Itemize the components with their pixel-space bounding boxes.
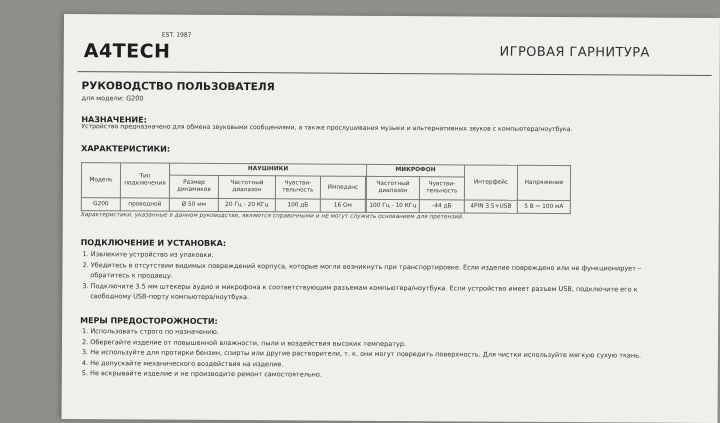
cell-model: G200	[81, 198, 120, 211]
col-interface: Интерфейс	[464, 165, 517, 200]
cell-mic-freq: 100 Гц - 10 КГц	[366, 199, 419, 212]
list-item: 3. Не используйте для протирки бензин, спирты или другие растворители, т. к. они могут повредить поверхность. Для чистки используйте мягкую сухую ткань.	[81, 348, 642, 360]
header-divider	[78, 71, 712, 76]
list-item: 2. Убедитесь в отсутствии видимых повреждений корпуса, которые могли возникнуть при транспортировке. Если изделие повреждено или не функционирует –	[82, 260, 642, 273]
cell-hp-freq: 20 Гц - 20 КГц	[218, 198, 275, 211]
col-type: Тип подключения	[120, 163, 169, 198]
cell-impedance: 16 Ом	[320, 199, 365, 212]
col-hp-freq: Частотный диапазон	[218, 175, 275, 198]
list-item: 3. Подключите 3.5 мм штекеры аудио и микрофона к соответствующим разъемам компьютера/ноутбука. Если устройство имеет разъем USB, подключите его к	[82, 281, 638, 294]
group-headphones: НАУШНИКИ	[170, 163, 367, 176]
logo-text: A4TECH	[83, 40, 171, 63]
col-model: Модель	[81, 163, 120, 198]
manual-sheet	[62, 14, 720, 423]
connection-list	[82, 249, 641, 305]
col-impedance: Импеданс	[320, 176, 365, 199]
col-driver: Размер динамиков	[169, 175, 218, 198]
col-mic-freq: Частотный диапазон	[366, 176, 419, 199]
col-hp-sens: Чувстви- тельность	[275, 176, 320, 199]
list-item: свободному USB-порту компьютера/ноутбука.	[90, 292, 250, 302]
logo-established: EST. 1987	[161, 31, 192, 39]
cell-mic-sens: -44 дБ	[419, 200, 464, 213]
connection-heading: ПОДКЛЮЧЕНИЕ И УСТАНОВКА:	[80, 238, 227, 248]
precautions-heading: МЕРЫ ПРЕДОСТОРОЖНОСТИ:	[80, 316, 218, 326]
col-voltage: Напряжение	[517, 165, 570, 200]
cell-hp-sens: 100 дБ	[275, 199, 320, 212]
specs-heading: ХАРАКТЕРИСТИКИ:	[81, 144, 171, 154]
list-item: обратитесь к продавцу.	[90, 271, 173, 280]
cell-interface: 4PIN 3.5+USB	[464, 200, 517, 213]
model-line: для модели: G200	[81, 94, 144, 103]
specs-table	[81, 162, 571, 214]
cell-type: проводной	[120, 198, 169, 211]
list-item: 1. Использовать строго по назначению.	[82, 327, 219, 336]
document-title: ИГРОВАЯ ГАРНИТУРА	[499, 44, 650, 61]
cell-voltage: 5 В ⎓ 100 мА	[517, 200, 570, 213]
group-microphone: МИКРОФОН	[367, 164, 465, 177]
list-item: 1. Извлеките устройство из упаковки.	[82, 250, 214, 259]
list-item: 5. Не вскрывайте изделие и не производите ремонт самостоятельно.	[81, 369, 323, 379]
cell-driver: Ø 50 мм	[169, 198, 218, 211]
brand-logo	[83, 31, 192, 63]
precautions-list	[82, 326, 641, 382]
list-item: 4. Не допускайте механического воздействия на изделие.	[81, 358, 284, 369]
col-mic-sens: Чувстви- тельность	[419, 177, 464, 200]
purpose-heading: НАЗНАЧЕНИЕ:	[81, 115, 147, 125]
table-row	[81, 198, 570, 214]
purpose-text: Устройство предназначено для обмена звуковыми сообщениями, а также прослушивания музыки и альтернативных звуков с компьютера/ноутбука.	[81, 123, 573, 134]
manual-title: РУКОВОДСТВО ПОЛЬЗОВАТЕЛЯ	[81, 80, 275, 94]
specs-note: Характеристики, указанные в данном руководстве, являются справочными и не могут служить основанием для претензий.	[80, 212, 464, 221]
list-item: 2. Оберегайте изделие от повышенной влажности, пыли и воздействия высоких температур.	[81, 337, 407, 348]
